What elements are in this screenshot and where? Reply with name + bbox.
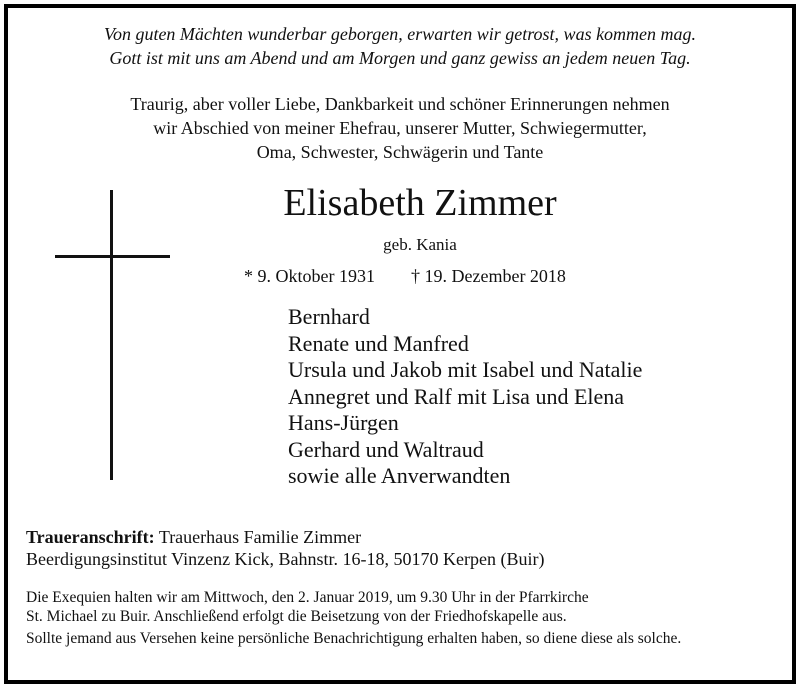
funeral-notice	[26, 588, 786, 648]
poem-line: Von guten Mächten wunderbar geborgen, erwarten wir getrost, was kommen mag.	[103, 24, 697, 44]
life-dates	[244, 264, 566, 288]
mourner-item: Annegret und Ralf mit Lisa und Elena	[288, 383, 625, 409]
notice-line: Sollte jemand aus Versehen keine persönliche Benachrichtigung erhalten haben, so diene diese als solche.	[26, 630, 682, 647]
mourner-item: Bernhard	[288, 304, 370, 329]
mourner-item: sowie alle Anverwandten	[288, 463, 511, 488]
mourners-list	[288, 304, 642, 490]
mourner-item: Hans-Jürgen	[288, 410, 399, 435]
intro-line: Oma, Schwester, Schwägerin und Tante	[256, 142, 544, 162]
address-value: Trauerhaus Familie Zimmer	[158, 527, 362, 547]
notice-line: Die Exequien halten wir am Mittwoch, den 2. Januar 2019, um 9.30 Uhr in der Pfarrkirche	[26, 589, 589, 606]
birth-date: * 9. Oktober 1931	[244, 266, 375, 286]
mourner-item: Renate und Manfred	[288, 330, 469, 356]
death-date: † 19. Dezember 2018	[410, 266, 566, 286]
address-line	[26, 526, 545, 548]
poem	[8, 22, 792, 70]
address-line: Beerdigungsinstitut Vinzenz Kick, Bahnstr. 16-18, 50170 Kerpen (Buir)	[26, 549, 545, 569]
notice-line: St. Michael zu Buir. Anschließend erfolgt die Beisetzung von der Friedhofskapelle aus.	[26, 608, 567, 625]
mourner-item: Ursula und Jakob mit Isabel und Natalie	[288, 357, 643, 382]
maiden-name: geb. Kania	[383, 235, 457, 254]
mourning-address	[26, 526, 545, 570]
intro-line: Traurig, aber voller Liebe, Dankbarkeit und schöner Erinnerungen nehmen	[130, 94, 670, 114]
mourner-item: Gerhard und Waltraud	[288, 436, 484, 462]
address-label: Traueranschrift:	[26, 527, 155, 547]
obituary-frame	[4, 4, 796, 684]
deceased-name: Elisabeth Zimmer	[283, 182, 557, 224]
poem-line: Gott ist mit uns am Abend und am Morgen und ganz gewiss an jedem neuen Tag.	[109, 48, 691, 68]
intro-text	[8, 92, 792, 164]
intro-line: wir Abschied von meiner Ehefrau, unserer Mutter, Schwiegermutter,	[153, 118, 647, 138]
